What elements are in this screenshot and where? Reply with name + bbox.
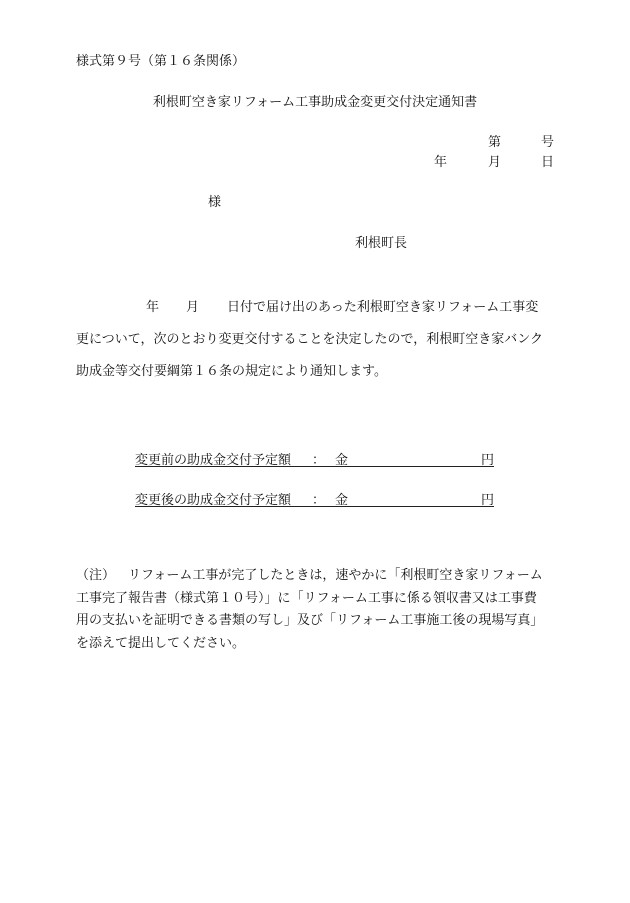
amount-before-label: 変更前の助成金交付予定額 — [135, 453, 292, 468]
note-line-1-text: リフォーム工事が完了したときは，速やかに「利根町空き家リフォーム — [128, 568, 543, 583]
amount-before-prefix: 金 — [335, 453, 349, 468]
note-marker: （注） — [76, 568, 116, 583]
amount-after-change — [135, 489, 494, 507]
note-section — [76, 565, 556, 655]
amount-after-prefix: 金 — [335, 493, 349, 508]
note-line-3: 用の支払いを証明できる書類の写し」及び「リフォーム工事施工後の現場写真」 — [76, 613, 544, 628]
amount-after-colon: ： — [312, 493, 326, 508]
doc-number-label: 第 — [488, 135, 502, 150]
note-line-4: を添えて提出してください。 — [76, 635, 246, 651]
body-line-3: 助成金等交付要綱第１６条の規定により通知します。 — [76, 364, 387, 379]
amount-after-unit: 円 — [480, 493, 494, 508]
date-day-label: 日 — [541, 155, 555, 170]
note-line-1 — [76, 565, 556, 588]
body-date-year: 年 — [146, 300, 160, 315]
amount-before-unit: 円 — [480, 453, 494, 468]
issuer-name: 利根町長 — [355, 236, 408, 251]
body-line-2: 更について，次のとおり変更交付することを決定したので，利根町空き家バンク — [76, 332, 543, 347]
form-number: 様式第９号（第１６条関係） — [76, 54, 246, 69]
body-line-1 — [76, 292, 556, 324]
doc-number-unit: 号 — [541, 135, 555, 150]
amount-before-change — [135, 449, 494, 467]
body-date-month: 月 — [186, 300, 200, 315]
date-month-label: 月 — [488, 155, 502, 170]
document-title: 利根町空き家リフォーム工事助成金変更交付決定通知書 — [152, 95, 478, 110]
note-line-2: 工事完了報告書（様式第１０号）」に「リフォーム工事に係る領収書又は工事費 — [76, 590, 537, 606]
recipient-honorific: 様 — [208, 195, 222, 210]
notification-body — [76, 292, 556, 388]
body-line-1-text: 日付で届け出のあった利根町空き家リフォーム工事変 — [227, 300, 539, 315]
amount-before-colon: ： — [312, 453, 326, 468]
date-year-label: 年 — [434, 155, 448, 170]
amount-after-label: 変更後の助成金交付予定額 — [135, 493, 292, 508]
